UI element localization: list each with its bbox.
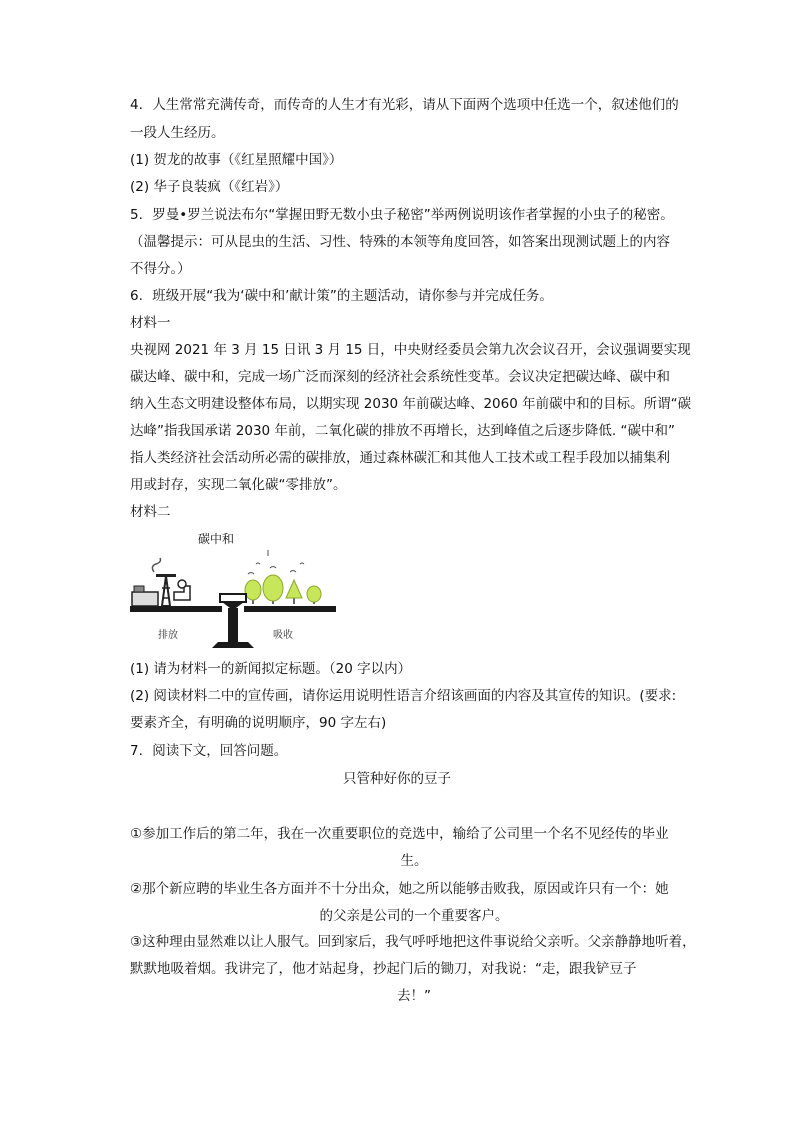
q6-line1 xyxy=(130,287,553,305)
q4-line2: 一段人生经历。 xyxy=(130,125,225,141)
paragraph-text: ③这种理由显然难以让人服气。回到家后，我气呼呼地把这件事说给父亲听。父亲静静地听着，默默地吸着烟。我讲完了，他才站起身，抄起门后的锄刀，对我说：“走，跟我铲豆子 xyxy=(130,934,696,977)
material2-label: 材料二 xyxy=(130,504,171,520)
q7-line1 xyxy=(130,742,287,760)
q7-number: 7. xyxy=(130,743,143,759)
q6-task2-line2: 要素齐全，有明确的说明顺序，90 字左右) xyxy=(130,715,387,731)
paragraph-text-end: 生。 xyxy=(400,853,428,869)
material1-line: 央视网 2021 年 3 月 15 日讯 3 月 15 日，中央财经委员会第九次会议召开，会议强调要实现 xyxy=(130,342,691,358)
q6-task2-line1: (2) 阅读材料二中的宣传画，请你运用说明性语言介绍该画面的内容及其宣传的知识。(要求: xyxy=(130,688,677,704)
q4-number: 4. xyxy=(130,97,143,113)
material1-line: 纳入生态文明建设整体布局，以期实现 2030 年前碳达峰、2060 年前碳中和的目标。所谓“碳 xyxy=(130,396,692,412)
emission-label: 排放 xyxy=(158,630,178,641)
q5-line3: 不得分。） xyxy=(130,261,191,277)
q5-line1 xyxy=(130,206,674,224)
q7-text: 阅读下文，回答问题。 xyxy=(152,743,288,759)
q4-option1: (1) 贺龙的故事（《红星照耀中国》） xyxy=(130,152,343,168)
article-paragraph-2 xyxy=(130,876,698,930)
material1-label: 材料一 xyxy=(130,315,171,331)
q5-text: 罗曼•罗兰说法布尔“掌握田野无数小虫子秘密”举两例说明该作者掌握的小虫子的秘密。 xyxy=(152,207,674,223)
paragraph-text: ①参加工作后的第二年，我在一次重要职位的竞选中，输给了公司里一个名不见经传的毕业 xyxy=(130,826,669,842)
trees-icon xyxy=(245,550,321,604)
absorption-label: 吸收 xyxy=(273,630,293,641)
q6-text: 班级开展“我为‘碳中和’献计策”的主题活动，请你参与并完成任务。 xyxy=(152,288,553,304)
paragraph-text-end: 的父亲是公司的一个重要客户。 xyxy=(319,908,509,924)
q6-task1: (1) 请为材料一的新闻拟定标题。（20 字以内） xyxy=(130,661,412,677)
article-title: 只管种好你的豆子 xyxy=(343,771,451,787)
material1-line: 达峰”指我国承诺 2030 年前，二氧化碳的排放不再增长，达到峰值之后逐步降低. “碳中和” xyxy=(130,423,676,439)
material1-line: 碳达峰、碳中和，完成一场广泛而深刻的经济社会系统性变革。会议决定把碳达峰、碳中和 xyxy=(130,369,670,385)
q4-option2: (2) 华子良装疯（《红岩》） xyxy=(130,179,289,195)
q5-number: 5. xyxy=(130,207,143,223)
q4-line1 xyxy=(130,96,679,114)
carbon-neutral-balance-illustration xyxy=(128,528,338,656)
q6-number: 6. xyxy=(130,288,143,304)
article-paragraph-3 xyxy=(130,929,698,1010)
factory-icon xyxy=(132,558,190,606)
q4-text: 人生常常充满传奇，而传奇的人生才有光彩，请从下面两个选项中任选一个，叙述他们的 xyxy=(152,97,679,113)
material1-line: 用或封存，实现二氧化碳“零排放”。 xyxy=(130,477,347,493)
paragraph-text-end: 去！” xyxy=(397,988,431,1004)
material1-line: 指人类经济社会活动所必需的碳排放，通过森林碳汇和其他人工技术或工程手段加以捕集利 xyxy=(130,450,670,466)
illustration-title: 碳中和 xyxy=(198,532,235,546)
q5-line2: （温馨提示：可从昆虫的生活、习性、特殊的本领等角度回答，如答案出现测试题上的内容 xyxy=(130,234,670,250)
article-paragraph-1 xyxy=(130,821,698,875)
paragraph-text: ②那个新应聘的毕业生各方面并不十分出众，她之所以能够击败我，原因或许只有一个：她 xyxy=(130,881,669,897)
